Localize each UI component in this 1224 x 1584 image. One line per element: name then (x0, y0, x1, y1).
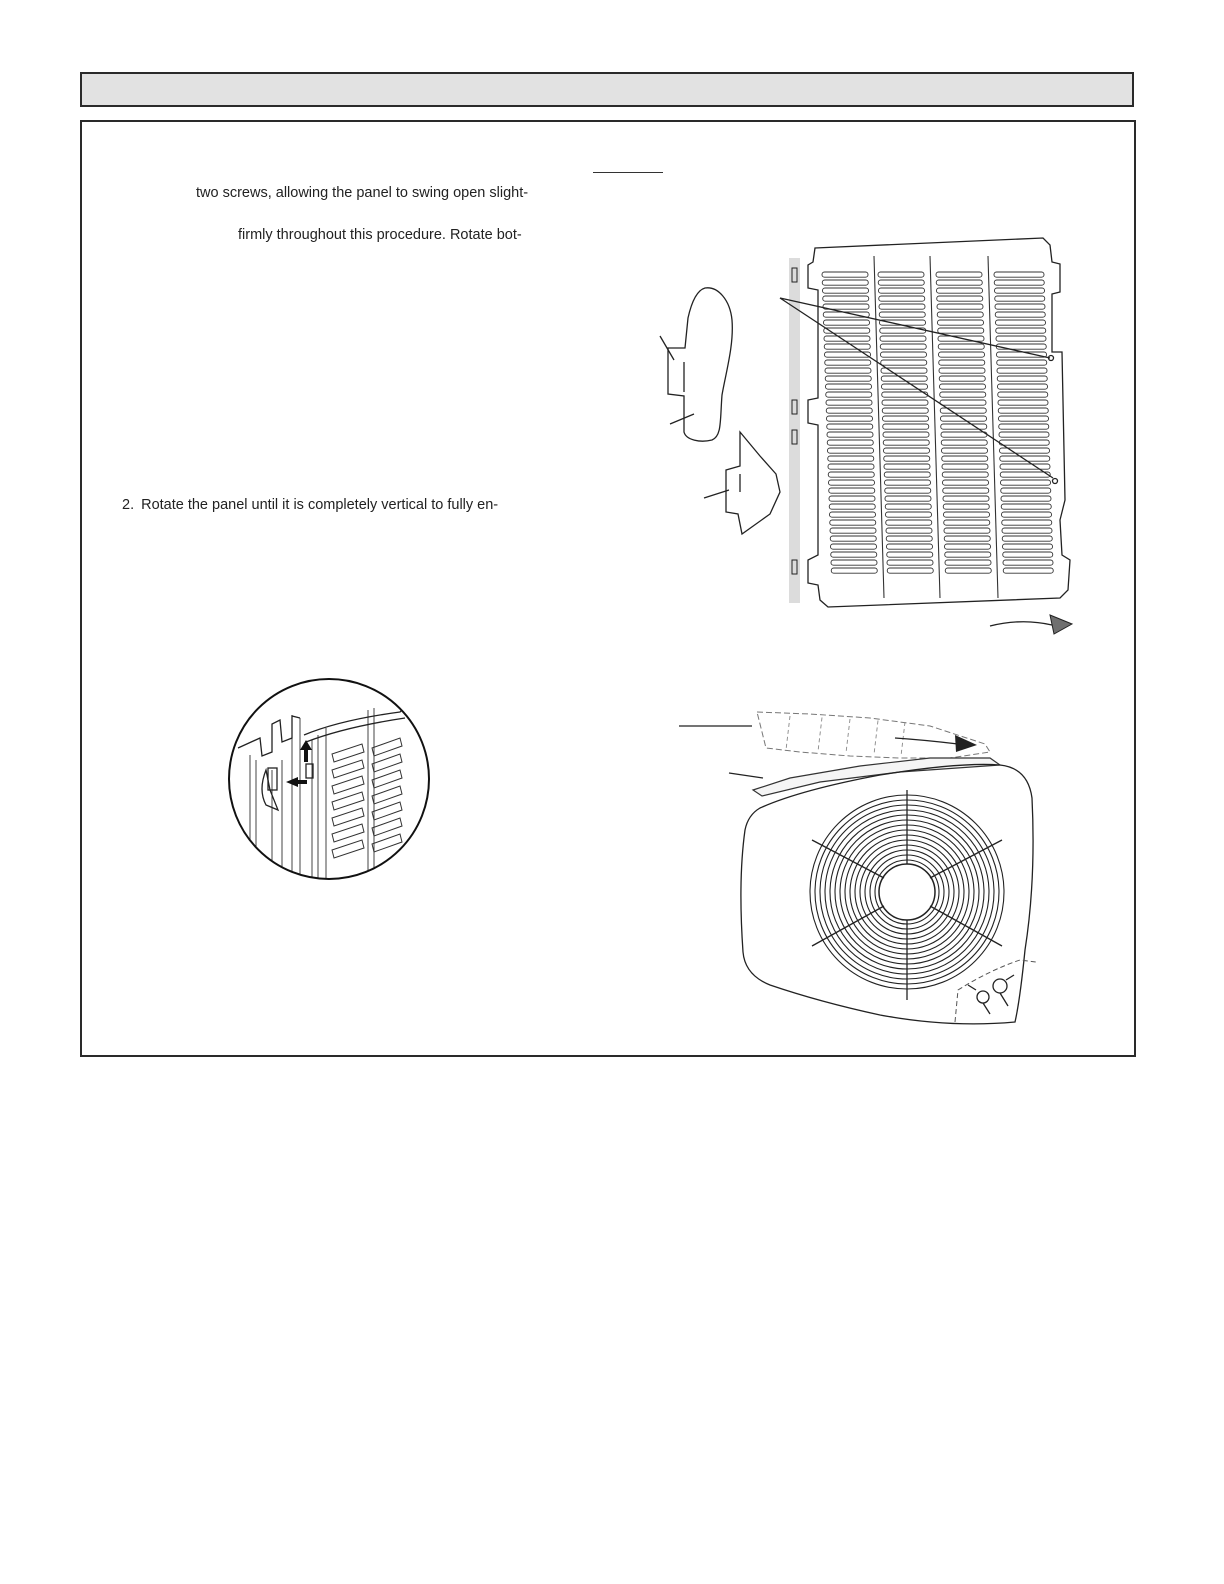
step-text: Rotate the panel until it is completely vertical to fully en- (141, 497, 499, 513)
figure-title-rule (593, 172, 663, 173)
louver-slat (943, 496, 989, 501)
louver-slat (824, 336, 870, 341)
louver-slat (881, 360, 927, 365)
louver-slat (831, 544, 877, 549)
louver-slat (999, 424, 1049, 429)
louver-slat (939, 368, 985, 373)
louver-slat (941, 440, 987, 445)
louver-slat (995, 288, 1045, 293)
louver-slat (1000, 464, 1050, 469)
louver-slat (1000, 448, 1050, 453)
louver-slat (883, 424, 929, 429)
instruction-line-rotate: firmly throughout this procedure. Rotate bot- (238, 227, 522, 243)
louver-slat (939, 352, 985, 357)
louver-slat (830, 512, 876, 517)
louver-slat (830, 528, 876, 533)
louver-slat (943, 488, 989, 493)
louver-slat (880, 320, 926, 325)
louver-slat (883, 432, 929, 437)
rotate-arrow-shaft (990, 622, 1052, 626)
louver-slat (882, 408, 928, 413)
louver-slat (826, 392, 872, 397)
louver-slat (824, 328, 870, 333)
louver-slat (1001, 496, 1051, 501)
instruction-step-2 (122, 497, 498, 513)
louver-slat (1001, 504, 1051, 509)
louver-slat (826, 384, 872, 389)
louver-slat (944, 536, 990, 541)
louver-slat (823, 288, 869, 293)
louver-slat (827, 416, 873, 421)
louver-slat (943, 504, 989, 509)
louver-slat (828, 472, 874, 477)
louver-slat (878, 272, 924, 277)
louver-slat (887, 560, 933, 565)
louver-slat (997, 352, 1047, 357)
louver-grid (822, 256, 1053, 598)
louver-slat (826, 408, 872, 413)
louver-slat (995, 304, 1045, 309)
louver-slat (945, 544, 991, 549)
louver-slat (945, 568, 991, 573)
fan-hub (879, 864, 935, 920)
louver-slat (937, 288, 983, 293)
louver-slat (943, 480, 989, 485)
louver-slat (880, 336, 926, 341)
louver-slat (887, 544, 933, 549)
louvered-panel-figure (640, 225, 1090, 645)
rotate-arrow-icon (1050, 615, 1072, 634)
louver-slat (825, 368, 871, 373)
louver-slat (884, 464, 930, 469)
louver-slat (996, 336, 1046, 341)
louver-slat (941, 432, 987, 437)
louver-slat (937, 312, 983, 317)
louver-slat (879, 296, 925, 301)
louver-slat (996, 320, 1046, 325)
louver-slat (885, 480, 931, 485)
louver-slat (996, 344, 1046, 349)
louver-slat (938, 328, 984, 333)
louver-slat (994, 272, 1044, 277)
fan-unit-figure (675, 700, 1050, 1035)
louver-slat (882, 384, 928, 389)
louver-slat (886, 520, 932, 525)
louver-slat (939, 376, 985, 381)
louver-slat (878, 280, 924, 285)
louver-slat (944, 512, 990, 517)
louver-slat (999, 432, 1049, 437)
arrow-up-icon (300, 740, 312, 762)
panel-closed-position (753, 758, 1000, 796)
louver-slat (942, 456, 988, 461)
louver-slat (945, 552, 991, 557)
louver-slat (822, 272, 868, 277)
louver-slat (829, 480, 875, 485)
louver-slat (944, 528, 990, 533)
louver-slat (994, 280, 1044, 285)
louver-slat (997, 368, 1047, 373)
louver-slat (940, 400, 986, 405)
service-valve-icon (968, 975, 1014, 1014)
louver-slat (885, 488, 931, 493)
louver-slat (824, 344, 870, 349)
arrow-left-icon (286, 777, 307, 787)
louver-slat (944, 520, 990, 525)
panel-open-position (757, 712, 990, 758)
louver-slat (829, 488, 875, 493)
louver-slat (940, 392, 986, 397)
screw-icon (1053, 479, 1058, 484)
louver-divider (930, 256, 940, 598)
louver-slat (884, 472, 930, 477)
section-header-bar (80, 72, 1134, 107)
louver-slat (830, 520, 876, 525)
louver-slat (823, 296, 869, 301)
louver-slat (1001, 480, 1051, 485)
louver-slat (885, 496, 931, 501)
louver-slat (828, 464, 874, 469)
louver-slat (1003, 568, 1053, 573)
louver-slat (826, 400, 872, 405)
louver-slat (882, 392, 928, 397)
louver-slat (1003, 552, 1053, 557)
louver-slat (831, 560, 877, 565)
clip-leader (704, 490, 729, 498)
louver-slat (1002, 512, 1052, 517)
louver-slat (879, 312, 925, 317)
louver-slat (1001, 488, 1051, 493)
louver-slat (883, 440, 929, 445)
louver-slat (822, 280, 868, 285)
louver-divider (988, 256, 998, 598)
louver-slat (886, 512, 932, 517)
louver-slat (885, 504, 931, 509)
louver-slat (936, 280, 982, 285)
louver-slat (887, 552, 933, 557)
louver-slat (887, 568, 933, 573)
louver-slat (1002, 528, 1052, 533)
louver-slat (886, 536, 932, 541)
louver-slat (937, 304, 983, 309)
step-number: 2. (122, 497, 135, 513)
louver-slat (882, 400, 928, 405)
louver-slat (995, 296, 1045, 301)
louver-slat (1000, 472, 1050, 477)
louver-slat (879, 304, 925, 309)
louver-slat (945, 560, 991, 565)
louver-slat (824, 320, 870, 325)
louver-slat (997, 376, 1047, 381)
louver-slat (831, 552, 877, 557)
instruction-line-screws: two screws, allowing the panel to swing open slight- (196, 185, 529, 201)
louver-slat (1003, 560, 1053, 565)
louver-slat (883, 416, 929, 421)
louver-slat (936, 272, 982, 277)
louver-slat (828, 456, 874, 461)
louver-slat (938, 320, 984, 325)
louver-slat (940, 384, 986, 389)
louver-slat (942, 464, 988, 469)
louver-slat (938, 344, 984, 349)
louver-slat (884, 456, 930, 461)
louver-slat (942, 448, 988, 453)
louver-slat (999, 440, 1049, 445)
rotate-arrow-shaft (895, 738, 958, 744)
louver-slat (941, 424, 987, 429)
hinge-clip-upper (668, 288, 732, 441)
louver-slat (1002, 520, 1052, 525)
louver-slat (829, 496, 875, 501)
louver-slat (823, 304, 869, 309)
louver-slat (937, 296, 983, 301)
louver-slat (827, 432, 873, 437)
hinge-clip-lower (726, 432, 780, 534)
louver-slat (827, 440, 873, 445)
hinge-detail-figure (225, 675, 435, 885)
louver-slat (998, 400, 1048, 405)
louver-slat (881, 352, 927, 357)
clip-leader (670, 414, 694, 424)
louver-slat (828, 448, 874, 453)
louver-slat (884, 448, 930, 453)
louver-slat (829, 504, 875, 509)
louver-slat (996, 328, 1046, 333)
louver-slat (1002, 536, 1052, 541)
louver-slat (1003, 544, 1053, 549)
louver-slat (995, 312, 1045, 317)
panel-leader-closed (729, 773, 763, 778)
louver-slat (939, 360, 985, 365)
louver-slat (998, 384, 1048, 389)
louver-slat (831, 568, 877, 573)
louver-slat (825, 360, 871, 365)
louver-slat (879, 288, 925, 293)
louver-slat (830, 536, 876, 541)
louver-slat (997, 360, 1047, 365)
louver-slat (942, 472, 988, 477)
louver-slat (999, 416, 1049, 421)
louver-slat (886, 528, 932, 533)
louver-slat (880, 344, 926, 349)
louver-slat (998, 408, 1048, 413)
louver-slat (998, 392, 1048, 397)
louver-slat (827, 424, 873, 429)
louver-slat (825, 376, 871, 381)
